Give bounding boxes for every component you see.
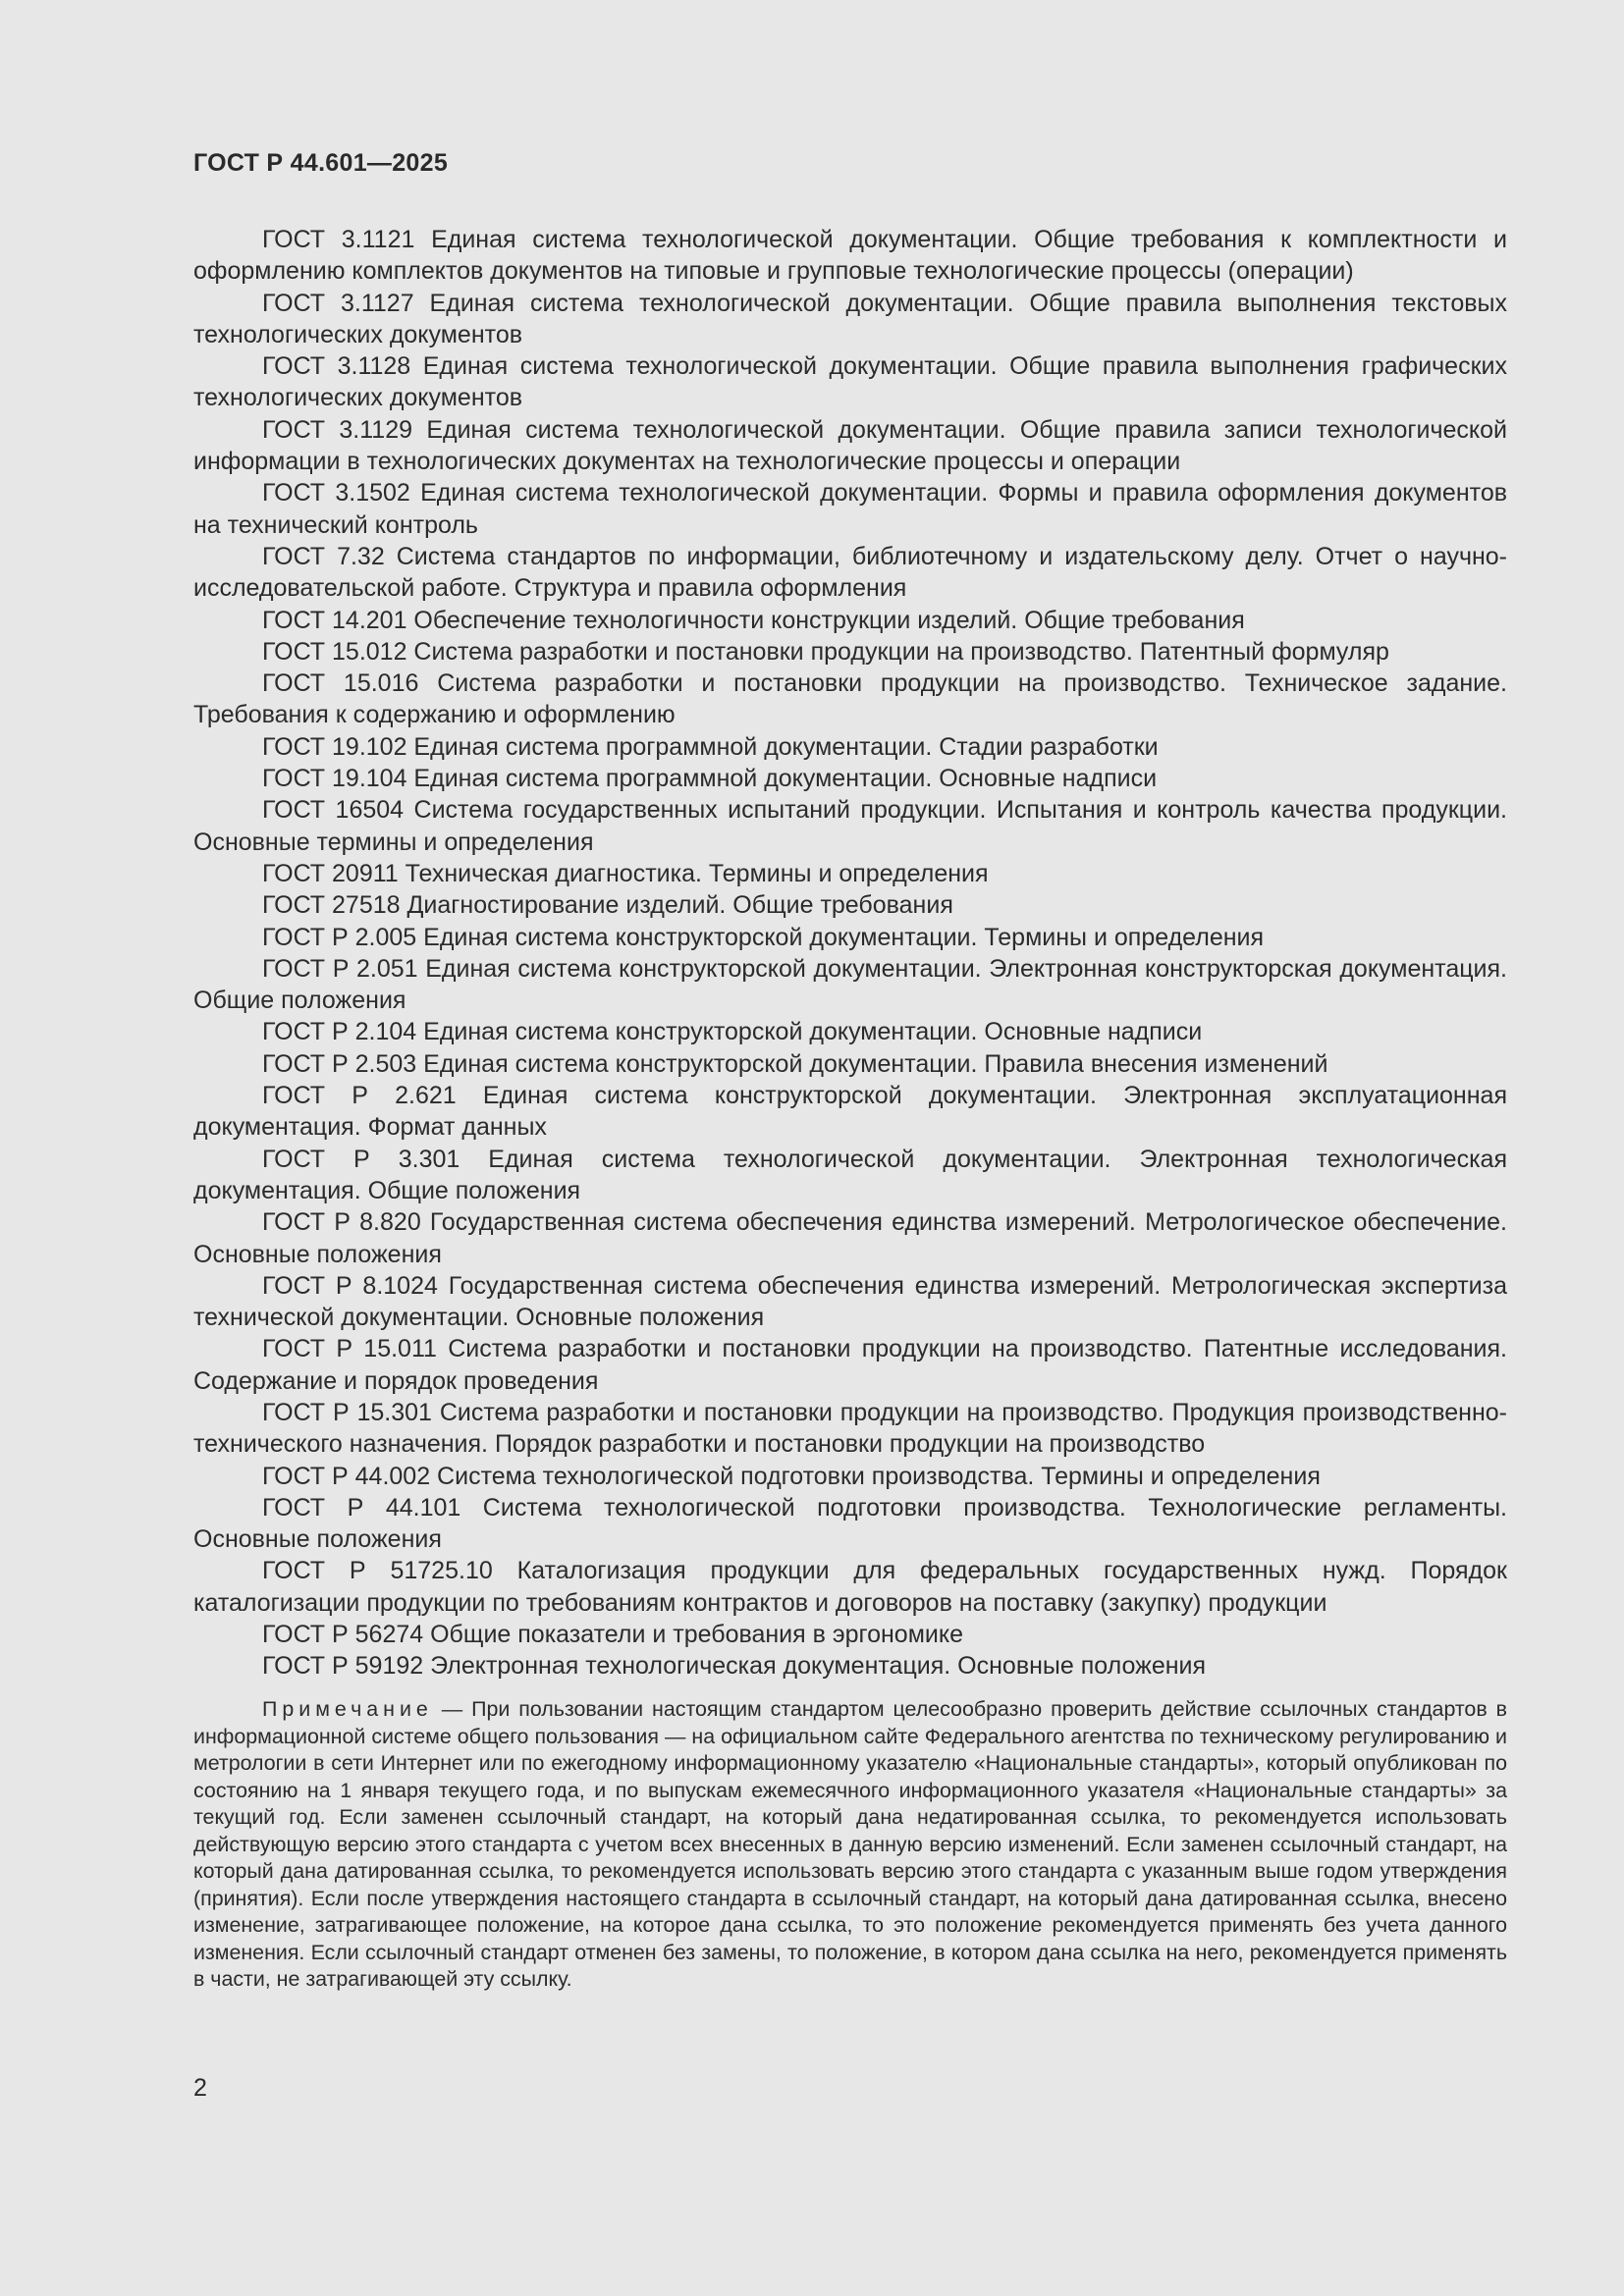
reference-item: ГОСТ Р 2.503 Единая система конструкторской документации. Правила внесения изменений (262, 1049, 1328, 1078)
reference-item: ГОСТ 3.1128 Единая система технологической документации. Общие правила выполнения графических технологических документов (193, 352, 1507, 412)
reference-item: ГОСТ 15.012 Система разработки и постановки продукции на производство. Патентный формуляр (262, 637, 1389, 666)
reference-item: ГОСТ 3.1121 Единая система технологической документации. Общие требования к комплектности и оформлению комплектов документов на типовые и групповые технологические процессы (операции) (193, 226, 1507, 286)
reference-item: ГОСТ Р 56274 Общие показатели и требования в эргономике (262, 1621, 963, 1649)
reference-item: ГОСТ 27518 Диагностирование изделий. Общие требования (262, 891, 953, 920)
reference-item: ГОСТ Р 3.301 Единая система технологической документации. Электронная технологическая документация. Общие положения (193, 1145, 1507, 1204)
reference-item: ГОСТ Р 2.051 Единая система конструкторской документации. Электронная конструкторская документация. Общие положения (193, 954, 1507, 1015)
note-text: — При пользовании настоящим стандартом целесообразно проверить действие ссылочных стандартов в информационной системе общего пользования — на официальном сайте Федерального агентства по техническому регулированию и метрологии в сети Интернет или по ежегодному информационному указателю «Национальные стандарты», который опубликован по состоянию на 1 января текущего года, и по выпускам ежемесячного информационного указателя «Национальные стандарты» за текущий год. Если заменен ссылочный стандарт, на который дана недатированная ссылка, то рекомендуется использовать действующую версию этого стандарта с учетом всех внесенных в данную версию изменений. Если заменен ссылочный стандарт, на который дана датированная ссылка, то рекомендуется использовать версию этого стандарта с указанным выше годом утверждения (принятия). Если после утверждения настоящего стандарта в ссылочный стандарт, на который дана датированная ссылка, внесено изменение, затрагивающее положение, на которое дана ссылка, то это положение рекомендуется применять без учета данного изменения. Если ссылочный стандарт отменен без замены, то положение, в котором дана ссылка на него, рекомендуется применять в части, не затрагивающей эту ссылку. (193, 1697, 1507, 1991)
page-number: 2 (193, 2074, 207, 2102)
normative-references-list (193, 224, 1507, 1682)
reference-item: ГОСТ 7.32 Система стандартов по информации, библиотечному и издательскому делу. Отчет о научно-исследовательской работе. Структура и правила оформления (193, 542, 1507, 603)
reference-item: ГОСТ Р 59192 Электронная технологическая документация. Основные положения (262, 1652, 1207, 1681)
reference-item: ГОСТ 3.1129 Единая система технологической документации. Общие правила записи технологической информации в технологических документах на технологические процессы и операции (193, 415, 1507, 476)
reference-item: ГОСТ Р 44.101 Система технологической подготовки производства. Технологические регламенты. Основные положения (193, 1493, 1507, 1554)
reference-item: ГОСТ 20911 Техническая диагностика. Термины и определения (262, 859, 989, 887)
reference-item: ГОСТ Р 44.002 Система технологической подготовки производства. Термины и определения (262, 1462, 1321, 1490)
document-header-standard-id: ГОСТ Р 44.601—2025 (193, 149, 449, 177)
note-label: Примечание (262, 1697, 433, 1721)
reference-item: ГОСТ 19.104 Единая система программной документации. Основные надписи (262, 765, 1158, 793)
note-paragraph (193, 1696, 1507, 1994)
reference-item: ГОСТ 19.102 Единая система программной документации. Стадии разработки (262, 732, 1159, 761)
reference-item: ГОСТ Р 2.104 Единая система конструкторской документации. Основные надписи (262, 1018, 1203, 1046)
reference-item: ГОСТ Р 2.621 Единая система конструкторской документации. Электронная эксплуатационная документация. Формат данных (193, 1082, 1507, 1142)
reference-item: ГОСТ 3.1502 Единая система технологической документации. Формы и правила оформления документов на технический контроль (193, 479, 1507, 539)
reference-item: ГОСТ 15.016 Система разработки и постановки продукции на производство. Техническое задание. Требования к содержанию и оформлению (193, 669, 1507, 729)
reference-item: ГОСТ Р 51725.10 Каталогизация продукции для федеральных государственных нужд. Порядок каталогизации продукции по требованиям контрактов и договоров на поставку (закупку) продукции (193, 1557, 1507, 1617)
reference-item: ГОСТ 3.1127 Единая система технологической документации. Общие правила выполнения текстовых технологических документов (193, 289, 1507, 348)
reference-item: ГОСТ Р 2.005 Единая система конструкторской документации. Термины и определения (262, 923, 1265, 951)
reference-item: ГОСТ Р 8.1024 Государственная система обеспечения единства измерений. Метрологическая экспертиза технической документации. Основные положения (193, 1271, 1507, 1332)
reference-item: ГОСТ 14.201 Обеспечение технологичности конструкции изделий. Общие требования (262, 606, 1245, 634)
reference-item: ГОСТ Р 15.011 Система разработки и постановки продукции на производство. Патентные исследования. Содержание и порядок проведения (193, 1335, 1507, 1395)
reference-item: ГОСТ 16504 Система государственных испытаний продукции. Испытания и контроль качества продукции. Основные термины и определения (193, 796, 1507, 856)
reference-item: ГОСТ Р 15.301 Система разработки и постановки продукции на производство. Продукция производственно-технического назначения. Порядок разработки и постановки продукции на производство (193, 1398, 1507, 1459)
reference-item: ГОСТ Р 8.820 Государственная система обеспечения единства измерений. Метрологическое обеспечение. Основные положения (193, 1208, 1507, 1268)
